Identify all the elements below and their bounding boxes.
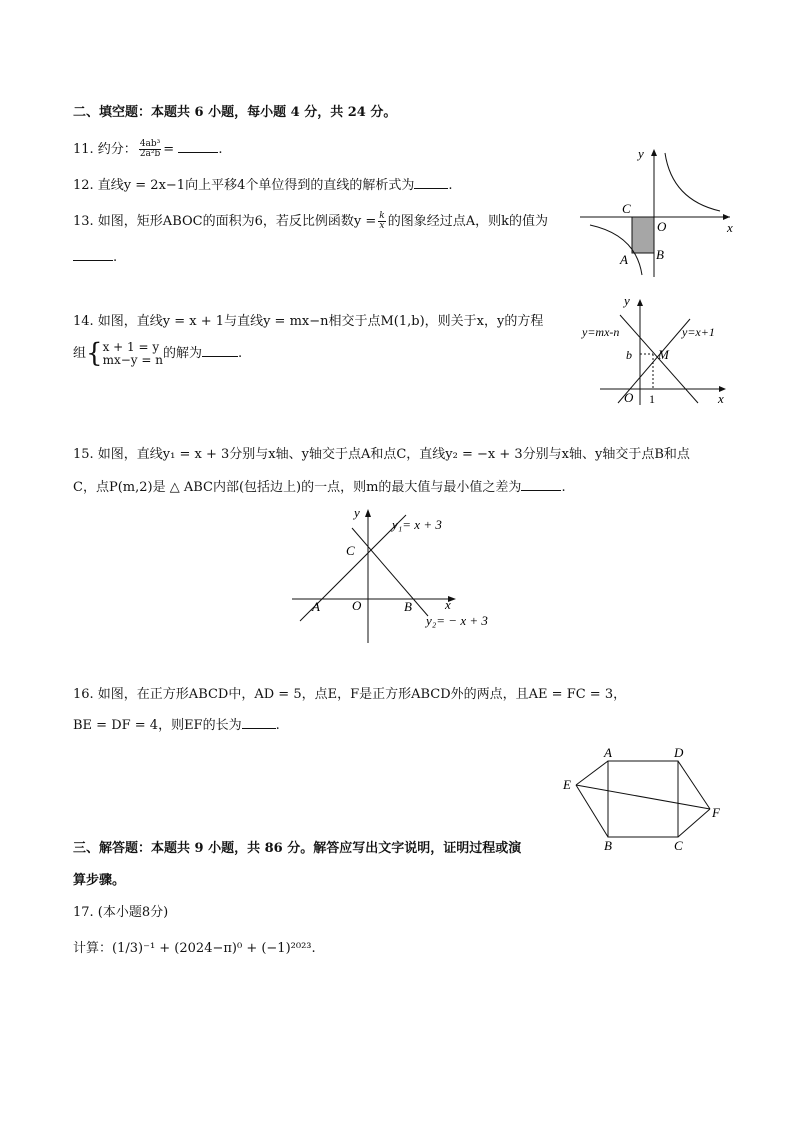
- q14-text-b: 的解为: [162, 346, 202, 361]
- q14-system: [103, 341, 163, 367]
- q17-calc-prefix: 计算：: [73, 941, 113, 956]
- figure-16: [560, 745, 730, 855]
- fig15-label-A: A: [312, 599, 320, 614]
- fig13-label-B: B: [656, 247, 664, 262]
- fig14-y-arrow: [637, 299, 643, 306]
- figure-13: [580, 145, 740, 280]
- question-17-title: 17. (本小题8分): [73, 905, 169, 920]
- q11-denominator: 2a²b: [139, 149, 161, 159]
- q11-fraction: [139, 140, 161, 159]
- q11-answer-blank[interactable]: [178, 140, 218, 153]
- q11-end: .: [218, 142, 223, 157]
- fig13-label-A: A: [620, 252, 628, 267]
- fig15-label-line1: y₁= x + 3: [392, 517, 442, 532]
- q14-end: .: [237, 346, 243, 361]
- fig13-label-C: C: [622, 201, 631, 216]
- question-14-line1: 14. 如图，直线y = x + 1与直线y = mx−n相交于点M(1,b)，则关于x，y的方程: [73, 314, 544, 329]
- q15-end: .: [561, 480, 566, 495]
- q15-text: C，点P(m,2)是 △ ABC内部(包括边上)的一点，则m的最大值与最小值之差为: [73, 480, 522, 495]
- q17-expr: (1/3)⁻¹ + (2024−π)⁰ + (−1)²⁰²³.: [112, 941, 316, 956]
- fig16-seg-EB: [576, 785, 608, 837]
- q14-group: 组: [73, 346, 87, 361]
- q12-end: .: [448, 178, 453, 193]
- fig14-label-line1: y=mx-n: [582, 325, 620, 339]
- fig16-label-A: A: [604, 745, 612, 760]
- q11-equals: =: [163, 142, 175, 157]
- q13-frac-den: x: [379, 221, 385, 231]
- solve-section-header-line2: 算步骤。: [73, 873, 126, 888]
- question-13-line1: [73, 212, 548, 231]
- solve-section-header-line1: 三、解答题：本题共 9 小题，共 86 分。解答应写出文字说明，证明过程或演: [73, 841, 522, 856]
- fig16-label-B: B: [604, 838, 612, 853]
- fig16-label-D: D: [674, 745, 684, 760]
- fig15-label-C: C: [346, 543, 355, 558]
- fig16-seg-FC: [678, 809, 710, 837]
- fig15-label-y: y: [354, 505, 360, 520]
- fig14-label-1: 1: [649, 392, 655, 406]
- question-15-line2: [73, 478, 566, 497]
- question-12: [73, 176, 453, 195]
- fig15-label-B: B: [404, 599, 412, 614]
- q14-eq1: x + 1 = y: [102, 339, 160, 354]
- q13-frac-num: k: [379, 211, 385, 221]
- q14-brace: {: [86, 338, 103, 369]
- fig14-label-M: M: [658, 347, 669, 362]
- fig13-hyperbola-q1: [665, 153, 720, 211]
- figure-15: [288, 503, 513, 646]
- question-16-line2: [73, 716, 280, 735]
- fig16-seg-EF: [576, 785, 710, 809]
- q13-answer-blank[interactable]: [73, 248, 113, 261]
- fig14-label-O: O: [624, 390, 634, 405]
- q15-answer-blank[interactable]: [521, 478, 561, 491]
- q16-text: BE = DF = 4，则EF的长为: [73, 718, 242, 733]
- fig16-seg-DF: [678, 761, 710, 809]
- q13-end: .: [113, 250, 118, 265]
- fig15-line-y2: [352, 528, 428, 616]
- question-17-expression: [73, 940, 316, 958]
- q11-numerator: 4ab³: [139, 139, 161, 149]
- q13-text-a: 13. 如图，矩形ABOC的面积为6，若反比例函数y =: [73, 214, 377, 229]
- q13-fraction: [378, 212, 385, 231]
- question-16-line1: 16. 如图，在正方形ABCD中，AD = 5，点E，F是正方形ABCD外的两点，且AE = FC = 3，: [73, 687, 627, 702]
- figure-14: [580, 293, 730, 408]
- fig13-y-arrow: [651, 149, 657, 156]
- fig15-y-arrow: [365, 509, 371, 517]
- fig14-label-line2: y=x+1: [682, 325, 715, 339]
- q14-answer-blank[interactable]: [202, 344, 238, 357]
- q14-eq2: mx−y = n: [102, 352, 163, 367]
- fig15-label-x: x: [445, 597, 451, 612]
- fig16-label-F: F: [712, 805, 720, 820]
- question-11: [73, 140, 222, 159]
- fig13-label-x: x: [727, 220, 733, 235]
- fig15-label-O: O: [352, 598, 362, 613]
- q13-text-b: 的图象经过点A，则k的值为: [387, 214, 548, 229]
- fig15-label-line2: y₂= − x + 3: [426, 613, 488, 628]
- fig16-label-E: E: [563, 777, 571, 792]
- fig14-label-b: b: [626, 348, 632, 362]
- q12-answer-blank[interactable]: [414, 176, 448, 189]
- fig13-label-O: O: [657, 219, 667, 234]
- fig14-label-x: x: [718, 391, 724, 406]
- fig13-rectangle: [632, 217, 654, 253]
- fig16-label-C: C: [674, 838, 683, 853]
- q16-answer-blank[interactable]: [242, 716, 276, 729]
- question-14-line2: [73, 340, 242, 368]
- fill-section-header: 二、填空题：本题共 6 小题，每小题 4 分，共 24 分。: [73, 105, 397, 120]
- q16-end: .: [275, 718, 280, 733]
- fig16-square: [608, 761, 678, 837]
- q12-text: 12. 直线y = 2x−1向上平移4个单位得到的直线的解析式为: [73, 178, 415, 193]
- fig16-seg-AE: [576, 761, 608, 785]
- q11-prefix: 11. 约分：: [73, 142, 137, 157]
- question-15-line1: 15. 如图，直线y₁ = x + 3分别与x轴、y轴交于点A和点C，直线y₂ = −x + 3分别与x轴、y轴交于点B和点: [73, 447, 690, 462]
- fig13-label-y: y: [638, 146, 644, 161]
- fig14-label-y: y: [624, 293, 630, 308]
- question-13-line2: [73, 248, 117, 267]
